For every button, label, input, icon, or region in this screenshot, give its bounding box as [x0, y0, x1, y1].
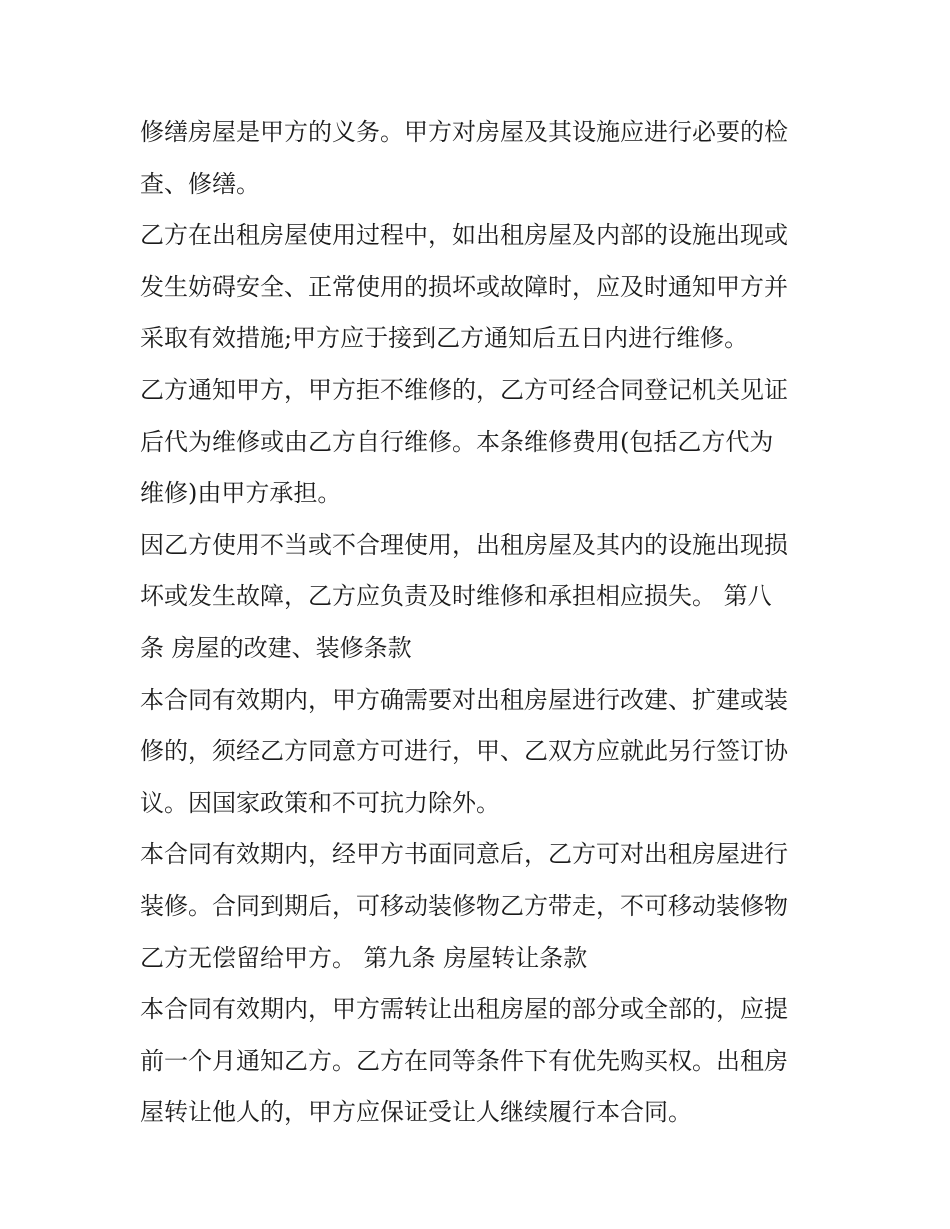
text-line: 发生妨碍安全、正常使用的损坏或故障时，应及时通知甲方并 [140, 272, 788, 301]
text-line: 屋转让他人的，甲方应保证受让人继续履行本合同。 [140, 1098, 692, 1127]
text-line: 乙方在出租房屋使用过程中，如出租房屋及内部的设施出现或 [140, 221, 788, 250]
text-line: 后代为维修或由乙方自行维修。本条维修费用(包括乙方代为 [140, 427, 774, 456]
document-body [140, 107, 830, 1139]
text-line: 本合同有效期内，经甲方书面同意后，乙方可对出租房屋进行 [140, 840, 788, 869]
text-line: 本合同有效期内，甲方需转让出租房屋的部分或全部的，应提 [140, 995, 788, 1024]
text-line: 装修。合同到期后，可移动装修物乙方带走，不可移动装修物 [140, 891, 788, 920]
text-line: 乙方通知甲方，甲方拒不维修的，乙方可经合同登记机关见证 [140, 375, 788, 404]
text-line: 查、修缮。 [140, 169, 260, 198]
text-line: 维修)由甲方承担。 [140, 479, 342, 508]
text-line: 议。因国家政策和不可抗力除外。 [140, 788, 500, 817]
text-line: 修缮房屋是甲方的义务。甲方对房屋及其设施应进行必要的检 [140, 118, 788, 146]
text-line: 修的，须经乙方同意方可进行，甲、乙双方应就此另行签订协 [140, 737, 788, 766]
text-line: 采取有效措施;甲方应于接到乙方通知后五日内进行维修。 [140, 324, 749, 353]
text-line: 因乙方使用不当或不合理使用，出租房屋及其内的设施出现损 [140, 530, 788, 559]
text-line: 条 房屋的改建、装修条款 [140, 633, 412, 662]
text-line: 前一个月通知乙方。乙方在同等条件下有优先购买权。出租房 [140, 1046, 788, 1075]
text-line: 坏或发生故障，乙方应负责及时维修和承担相应损失。 第八 [140, 582, 772, 611]
text-line: 乙方无偿留给甲方。 第九条 房屋转让条款 [140, 943, 588, 972]
text-line: 本合同有效期内，甲方确需要对出租房屋进行改建、扩建或装 [140, 685, 788, 714]
